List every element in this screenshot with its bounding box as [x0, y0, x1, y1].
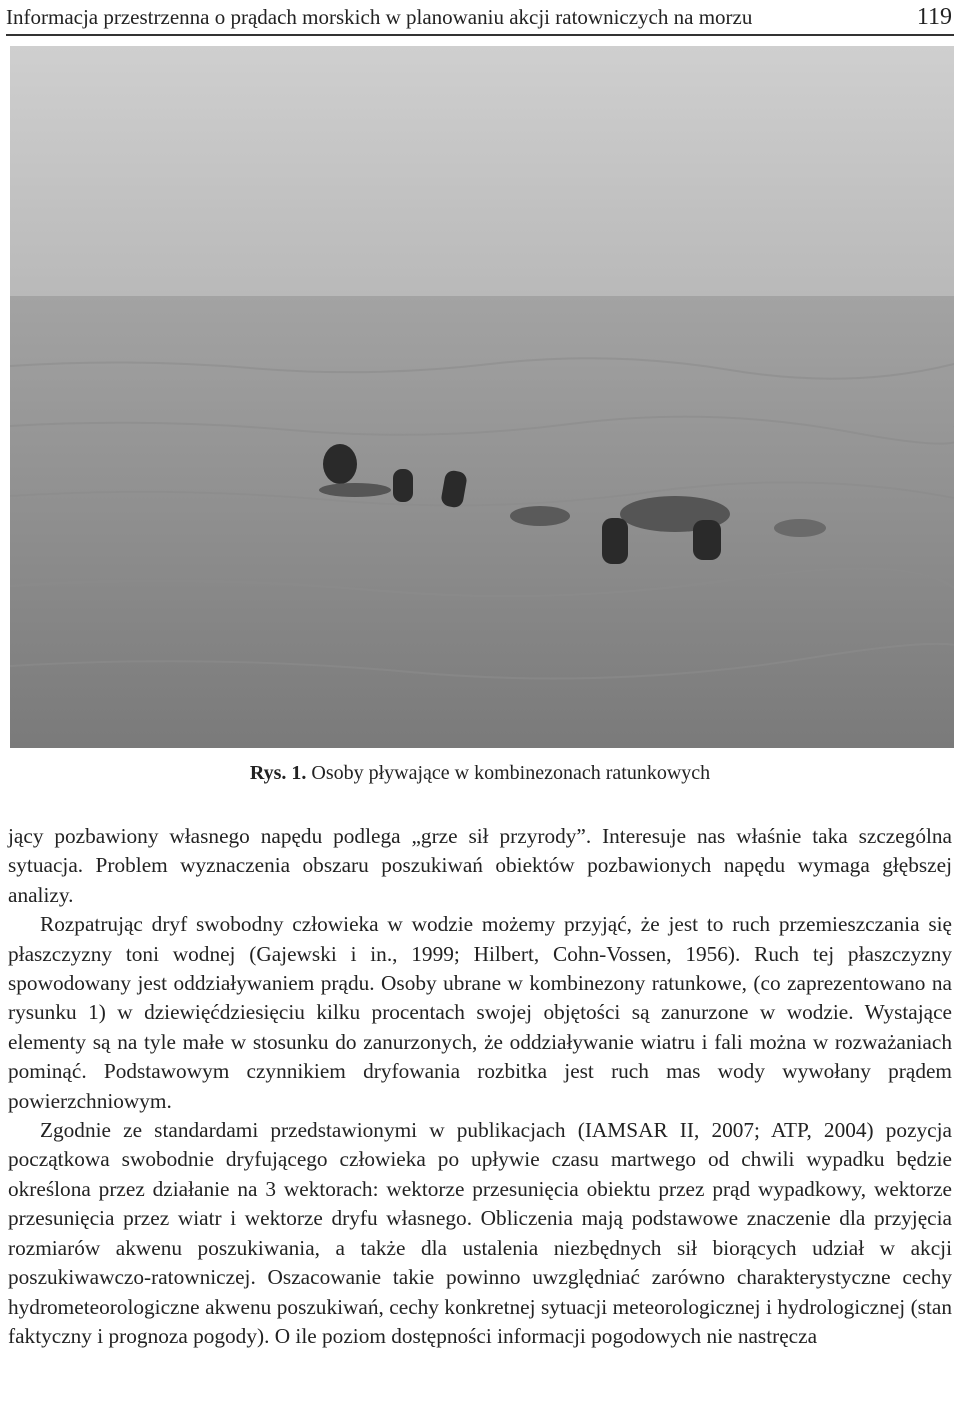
caption-label: Rys. 1.	[249, 762, 307, 784]
paragraph-2: Rozpatrując dryf swobodny człowieka w wodzie możemy przyjąć, że jest to ruch przemieszczania się płaszczyzny toni wodnej (Gajewski i in., 1999; Hilbert, Cohn-Vossen, 1956). Ruch tej płaszczyzny spowodowany jest oddziaływaniem prądu. Osoby ubrane w kombinezony ratunkowe, (co zaprezentowano na rysunku 1) w dziewięćdziesięciu kilku procentach swojej objętości są zanurzone w wodzie. Wystające elementy są na tyle małe w stosunku do zanurzonych, że oddziaływanie wiatru i fali można w rozważaniach pominąć. Podstawowym czynnikiem dryfowania rozbitka jest ruch mas wody wywołany prądem powierzchniowym.	[8, 912, 952, 1113]
body-text	[8, 822, 952, 1351]
page-number: 119	[916, 3, 952, 30]
paragraph-3: Zgodnie ze standardami przedstawionymi w publikacjach (IAMSAR II, 2007; ATP, 2004) pozycja początkowa swobodnie dryfującego człowieka po upływie czasu martwego od chwili wypadku będzie określona przez działanie na 3 wektorach: wektorze przesunięcia obiektu przez prąd wypadkowy, wektorze przesunięcia przez wiatr i wektorze dryfu własnego. Obliczenia mają podstawowe znaczenie dla przyjęcia rozmiarów akwenu poszukiwania, a także dla ustalenia niezbędnych sił biorących udział w akcji poszukiwawczo-ratowniczej. Oszacowanie takie powinno uwzględniać zarówno charakterystyczne cechy hydrometeorologiczne akwenu poszukiwań, cechy konkretnej sytuacji meteorologicznej i hydrologicznej (stan faktyczny i prognoza pogody). O ile poziom dostępności informacji pogodowych nie nastręcza	[8, 1118, 952, 1348]
header-title: Informacja przestrzenna o prądach morskich w planowaniu akcji ratowniczych na morzu	[6, 4, 753, 29]
paragraph-1: jący pozbawiony własnego napędu podlega „grze sił przyrody”. Interesuje nas właśnie taka szczególna sytuacja. Problem wyznaczenia obszaru poszukiwań obiektów pozbawionych napędu wymaga głębszej analizy.	[8, 824, 952, 907]
running-header	[6, 0, 954, 36]
figure-caption	[0, 762, 960, 785]
sea-photo-illustration	[10, 46, 954, 748]
figure-photo	[10, 46, 954, 748]
caption-text: Osoby pływające w kombinezonach ratunkowych	[311, 762, 711, 784]
